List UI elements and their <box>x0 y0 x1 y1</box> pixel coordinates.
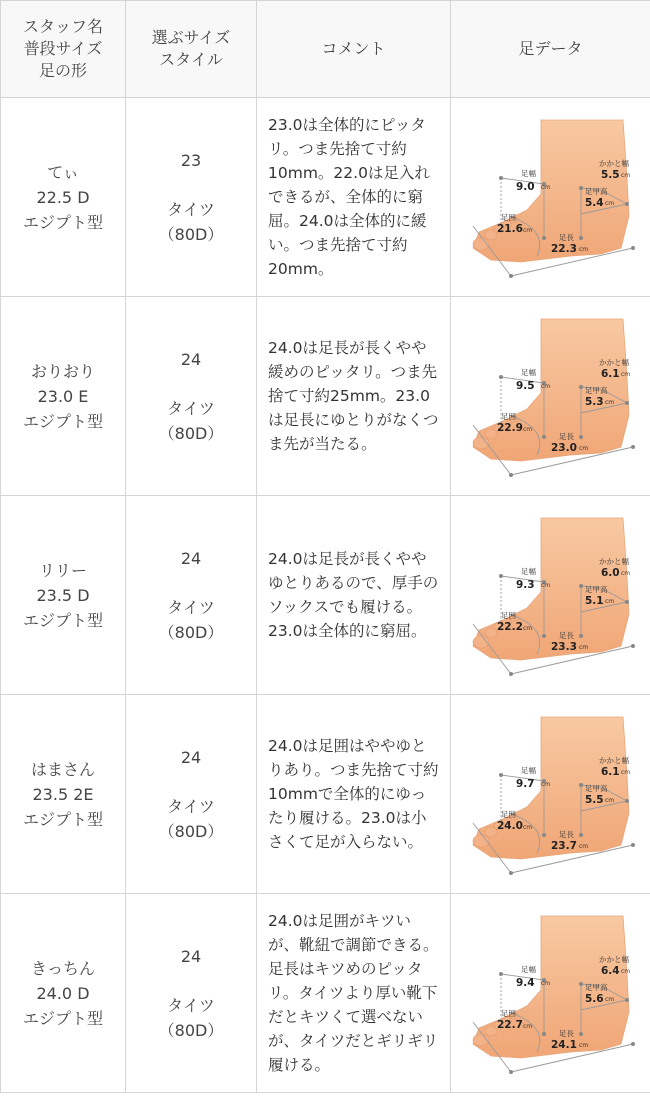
usual-size: 23.0 E <box>37 386 89 406</box>
header-size-line1: 選ぶサイズ <box>151 28 231 47</box>
foot-illustration <box>451 894 645 1092</box>
header-size-line2: スタイル <box>159 50 223 69</box>
comment-cell <box>257 496 451 695</box>
table-row <box>1 297 650 496</box>
width-label: 足幅 <box>521 567 536 576</box>
instep-label: 足甲高 <box>585 983 608 992</box>
heel-label: かかと幅 <box>599 756 629 765</box>
width-value: 9.3 <box>516 579 535 591</box>
heel-label: かかと幅 <box>599 557 629 566</box>
foot-shape: エジプト型 <box>22 411 103 431</box>
heel-label: かかと幅 <box>599 159 629 168</box>
instep-unit: cm <box>605 598 615 605</box>
length-value: 23.3 <box>551 641 577 653</box>
foot-diagram <box>451 695 645 893</box>
comment-cell <box>257 297 451 496</box>
chosen-size: 24 <box>180 946 202 966</box>
length-unit: cm <box>579 644 589 651</box>
instep-unit: cm <box>605 996 615 1003</box>
length-unit: cm <box>579 246 589 253</box>
staff-cell <box>1 98 126 297</box>
girth-value: 21.6 <box>497 223 523 235</box>
table-row <box>1 98 650 297</box>
size-cell <box>126 695 257 894</box>
chosen-size: 23 <box>180 150 202 170</box>
style-denier: （80D） <box>158 821 224 841</box>
instep-value: 5.1 <box>585 595 604 607</box>
instep-unit: cm <box>605 797 615 804</box>
style-denier: （80D） <box>158 224 224 244</box>
style-denier: （80D） <box>158 1020 224 1040</box>
girth-unit: cm <box>523 227 533 234</box>
girth-value: 22.7 <box>497 1019 523 1031</box>
girth-label: 足囲 <box>501 412 516 421</box>
length-label: 足長 <box>559 830 574 839</box>
size-cell <box>126 98 257 297</box>
size-cell <box>126 297 257 496</box>
girth-unit: cm <box>523 1023 533 1030</box>
heel-unit: cm <box>621 968 631 975</box>
staff-name: てぃ <box>47 162 79 182</box>
foot-illustration <box>451 297 645 495</box>
instep-unit: cm <box>605 200 615 207</box>
heel-label: かかと幅 <box>599 955 629 964</box>
comment-cell <box>257 894 451 1093</box>
comment-text: 24.0は足囲はややゆとりあり。つま先捨て寸約10mmで全体的にゆったり履ける。23.0は小さくて足が入らない。 <box>268 737 439 851</box>
instep-value: 5.4 <box>585 197 604 209</box>
girth-value: 24.0 <box>497 820 523 832</box>
style-name: タイツ <box>167 597 215 617</box>
instep-unit: cm <box>605 399 615 406</box>
length-value: 23.0 <box>551 442 577 454</box>
length-value: 24.1 <box>551 1039 577 1051</box>
staff-cell <box>1 297 126 496</box>
style-denier: （80D） <box>158 622 224 642</box>
foot-illustration <box>451 496 645 694</box>
heel-unit: cm <box>621 769 631 776</box>
staff-cell <box>1 695 126 894</box>
foot-data-cell <box>451 297 650 496</box>
width-label: 足幅 <box>521 766 536 775</box>
usual-size: 22.5 D <box>36 187 90 207</box>
length-value: 22.3 <box>551 243 577 255</box>
style-name: タイツ <box>167 796 215 816</box>
foot-data-cell <box>451 98 650 297</box>
width-unit: cm <box>541 184 551 191</box>
table-row <box>1 695 650 894</box>
comment-cell <box>257 695 451 894</box>
chosen-size: 24 <box>180 349 202 369</box>
usual-size: 24.0 D <box>36 983 90 1003</box>
staff-name: リリー <box>38 560 87 580</box>
instep-value: 5.3 <box>585 396 604 408</box>
heel-label: かかと幅 <box>599 358 629 367</box>
instep-value: 5.6 <box>585 993 604 1005</box>
width-unit: cm <box>541 582 551 589</box>
staff-cell <box>1 496 126 695</box>
table-row <box>1 496 650 695</box>
heel-value: 6.1 <box>601 766 620 778</box>
staff-name: はまさん <box>30 759 95 779</box>
width-value: 9.5 <box>516 380 535 392</box>
instep-label: 足甲高 <box>585 585 608 594</box>
heel-value: 5.5 <box>601 169 620 181</box>
foot-diagram <box>451 496 645 694</box>
width-label: 足幅 <box>521 368 536 377</box>
instep-label: 足甲高 <box>585 386 608 395</box>
style-denier: （80D） <box>158 423 224 443</box>
heel-value: 6.0 <box>601 567 620 579</box>
instep-label: 足甲高 <box>585 784 608 793</box>
width-unit: cm <box>541 781 551 788</box>
style-name: タイツ <box>167 199 215 219</box>
heel-unit: cm <box>621 371 631 378</box>
staff-cell <box>1 894 126 1093</box>
girth-label: 足囲 <box>501 611 516 620</box>
width-value: 9.0 <box>516 181 535 193</box>
length-unit: cm <box>579 445 589 452</box>
length-label: 足長 <box>559 233 574 242</box>
foot-illustration <box>451 695 645 893</box>
girth-label: 足囲 <box>501 810 516 819</box>
length-unit: cm <box>579 1042 589 1049</box>
header-staff <box>1 1 126 98</box>
girth-value: 22.9 <box>497 422 523 434</box>
heel-value: 6.1 <box>601 368 620 380</box>
instep-value: 5.5 <box>585 794 604 806</box>
foot-data-cell <box>451 695 650 894</box>
style-name: タイツ <box>167 398 215 418</box>
staff-name: きっちん <box>30 958 95 978</box>
length-label: 足長 <box>559 631 574 640</box>
comment-text: 24.0は足囲がキツいが、靴紐で調節できる。足長はキツめのピッタリ。タイツより厚い靴下だとキツくて選べないが、タイツだとギリギリ履ける。 <box>268 912 439 1074</box>
size-cell <box>126 894 257 1093</box>
width-unit: cm <box>541 383 551 390</box>
girth-value: 22.2 <box>497 621 523 633</box>
foot-shape: エジプト型 <box>22 212 103 232</box>
length-unit: cm <box>579 843 589 850</box>
girth-label: 足囲 <box>501 1009 516 1018</box>
foot-diagram <box>451 297 645 495</box>
header-staff-line2: 普段サイズ <box>23 39 103 58</box>
foot-diagram <box>451 98 645 296</box>
foot-data-cell <box>451 894 650 1093</box>
chosen-size: 24 <box>180 747 202 767</box>
header-staff-line3: 足の形 <box>38 61 87 80</box>
foot-shape: エジプト型 <box>22 1008 103 1028</box>
heel-value: 6.4 <box>601 965 620 977</box>
header-size <box>126 1 257 98</box>
length-label: 足長 <box>559 1029 574 1038</box>
width-unit: cm <box>541 980 551 987</box>
foot-data-cell <box>451 496 650 695</box>
width-value: 9.4 <box>516 977 535 989</box>
foot-illustration <box>451 98 645 296</box>
heel-unit: cm <box>621 172 631 179</box>
foot-diagram <box>451 894 645 1092</box>
instep-label: 足甲高 <box>585 187 608 196</box>
header-comment: コメント <box>257 1 451 98</box>
style-name: タイツ <box>167 995 215 1015</box>
girth-label: 足囲 <box>501 213 516 222</box>
header-row <box>1 1 650 98</box>
width-value: 9.7 <box>516 778 535 790</box>
comment-text: 24.0は足長が長くやや緩めのピッタリ。つま先捨て寸約25mm。23.0は足長にゆとりがなくつま先が当たる。 <box>268 339 439 453</box>
usual-size: 23.5 2E <box>32 784 94 804</box>
length-value: 23.7 <box>551 840 577 852</box>
header-foot: 足データ <box>451 1 650 98</box>
table-row <box>1 894 650 1093</box>
width-label: 足幅 <box>521 965 536 974</box>
size-cell <box>126 496 257 695</box>
girth-unit: cm <box>523 426 533 433</box>
length-label: 足長 <box>559 432 574 441</box>
width-label: 足幅 <box>521 169 536 178</box>
chosen-size: 24 <box>180 548 202 568</box>
girth-unit: cm <box>523 625 533 632</box>
girth-unit: cm <box>523 824 533 831</box>
foot-shape: エジプト型 <box>22 610 103 630</box>
comment-cell <box>257 98 451 297</box>
header-staff-line1: スタッフ名 <box>22 17 103 36</box>
usual-size: 23.5 D <box>36 585 90 605</box>
heel-unit: cm <box>621 570 631 577</box>
foot-shape: エジプト型 <box>22 809 103 829</box>
comment-text: 23.0は全体的にピッタリ。つま先捨て寸約10mm。22.0は足入れできるが、全体的に窮屈。24.0は全体的に緩い。つま先捨て寸約20mm。 <box>268 116 430 278</box>
staff-name: おりおり <box>30 361 95 381</box>
comment-text: 24.0は足長が長くややゆとりあるので、厚手のソックスでも履ける。23.0は全体的に窮屈。 <box>268 550 439 640</box>
